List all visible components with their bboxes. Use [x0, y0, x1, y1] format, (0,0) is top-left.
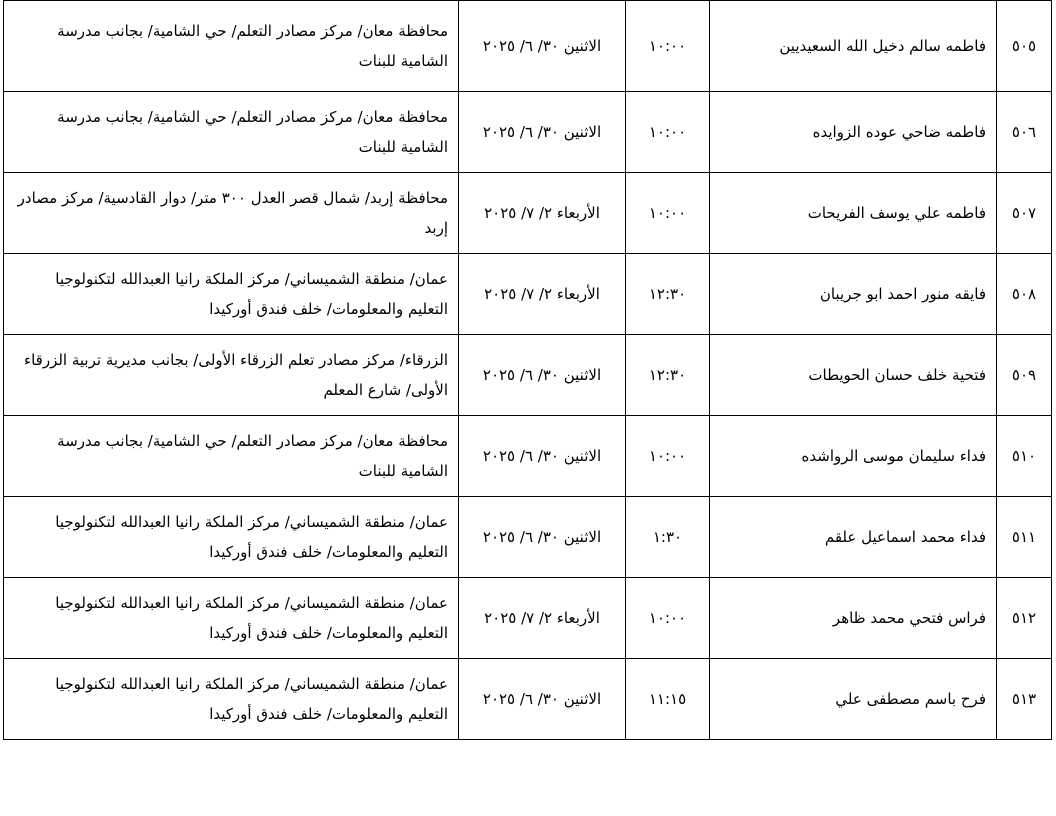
exam-location: عمان/ منطقة الشميساني/ مركز الملكة رانيا العبدالله لتكنولوجيا التعليم والمعلومات/ خلف فندق أوركيدا: [4, 578, 459, 659]
table-row: [4, 92, 1052, 173]
row-number: ٥١٢: [997, 578, 1052, 659]
candidate-name: فتحية خلف حسان الحويطات: [710, 335, 997, 416]
candidate-name: فاطمه ضاحي عوده الزوايده: [710, 92, 997, 173]
row-number: ٥٠٧: [997, 173, 1052, 254]
row-number: ٥١١: [997, 497, 1052, 578]
exam-date: الاثنين ٣٠/ ٦/ ٢٠٢٥: [459, 335, 626, 416]
row-number: ٥٠٦: [997, 92, 1052, 173]
row-number: ٥٠٥: [997, 1, 1052, 92]
table-row: [4, 416, 1052, 497]
exam-date: الاثنين ٣٠/ ٦/ ٢٠٢٥: [459, 92, 626, 173]
exam-location: عمان/ منطقة الشميساني/ مركز الملكة رانيا العبدالله لتكنولوجيا التعليم والمعلومات/ خلف فندق أوركيدا: [4, 659, 459, 740]
exam-date: الاثنين ٣٠/ ٦/ ٢٠٢٥: [459, 659, 626, 740]
exam-date: الاثنين ٣٠/ ٦/ ٢٠٢٥: [459, 497, 626, 578]
exam-time: ١٢:٣٠: [626, 254, 710, 335]
table-row: [4, 335, 1052, 416]
exam-time: ١٠:٠٠: [626, 578, 710, 659]
exam-location: الزرقاء/ مركز مصادر تعلم الزرقاء الأولى/ بجانب مديرية تربية الزرقاء الأولى/ شارع المعلم: [4, 335, 459, 416]
exam-date: الاثنين ٣٠/ ٦/ ٢٠٢٥: [459, 416, 626, 497]
exam-date: الاثنين ٣٠/ ٦/ ٢٠٢٥: [459, 1, 626, 92]
exam-location: محافظة إربد/ شمال قصر العدل ٣٠٠ متر/ دوار القادسية/ مركز مصادر إربد: [4, 173, 459, 254]
candidate-name: فراس فتحي محمد ظاهر: [710, 578, 997, 659]
candidate-name: فاطمه علي يوسف الفريحات: [710, 173, 997, 254]
exam-date: الأربعاء ٢/ ٧/ ٢٠٢٥: [459, 173, 626, 254]
row-number: ٥٠٩: [997, 335, 1052, 416]
candidate-name: فداء محمد اسماعيل علقم: [710, 497, 997, 578]
candidate-name: فداء سليمان موسى الرواشده: [710, 416, 997, 497]
exam-time: ١٠:٠٠: [626, 416, 710, 497]
exam-time: ١٠:٠٠: [626, 92, 710, 173]
table-row: [4, 659, 1052, 740]
table-row: [4, 173, 1052, 254]
row-number: ٥١٣: [997, 659, 1052, 740]
table-row: [4, 1, 1052, 92]
row-number: ٥٠٨: [997, 254, 1052, 335]
exam-location: محافظة معان/ مركز مصادر التعلم/ حي الشامية/ بجانب مدرسة الشامية للبنات: [4, 92, 459, 173]
table-row: [4, 578, 1052, 659]
exam-schedule-table: [3, 0, 1052, 740]
exam-location: محافظة معان/ مركز مصادر التعلم/ حي الشامية/ بجانب مدرسة الشامية للبنات: [4, 1, 459, 92]
row-number: ٥١٠: [997, 416, 1052, 497]
exam-time: ١١:١٥: [626, 659, 710, 740]
table-row: [4, 254, 1052, 335]
candidate-name: فاطمه سالم دخيل الله السعيديين: [710, 1, 997, 92]
exam-time: ١:٣٠: [626, 497, 710, 578]
exam-time: ١٠:٠٠: [626, 173, 710, 254]
exam-location: عمان/ منطقة الشميساني/ مركز الملكة رانيا العبدالله لتكنولوجيا التعليم والمعلومات/ خلف فندق أوركيدا: [4, 254, 459, 335]
exam-date: الأربعاء ٢/ ٧/ ٢٠٢٥: [459, 578, 626, 659]
exam-location: عمان/ منطقة الشميساني/ مركز الملكة رانيا العبدالله لتكنولوجيا التعليم والمعلومات/ خلف فندق أوركيدا: [4, 497, 459, 578]
table-body: [4, 1, 1052, 740]
exam-location: محافظة معان/ مركز مصادر التعلم/ حي الشامية/ بجانب مدرسة الشامية للبنات: [4, 416, 459, 497]
table-row: [4, 497, 1052, 578]
candidate-name: فايقه منور احمد ابو جريبان: [710, 254, 997, 335]
candidate-name: فرح باسم مصطفى علي: [710, 659, 997, 740]
exam-time: ١٢:٣٠: [626, 335, 710, 416]
exam-date: الأربعاء ٢/ ٧/ ٢٠٢٥: [459, 254, 626, 335]
exam-time: ١٠:٠٠: [626, 1, 710, 92]
